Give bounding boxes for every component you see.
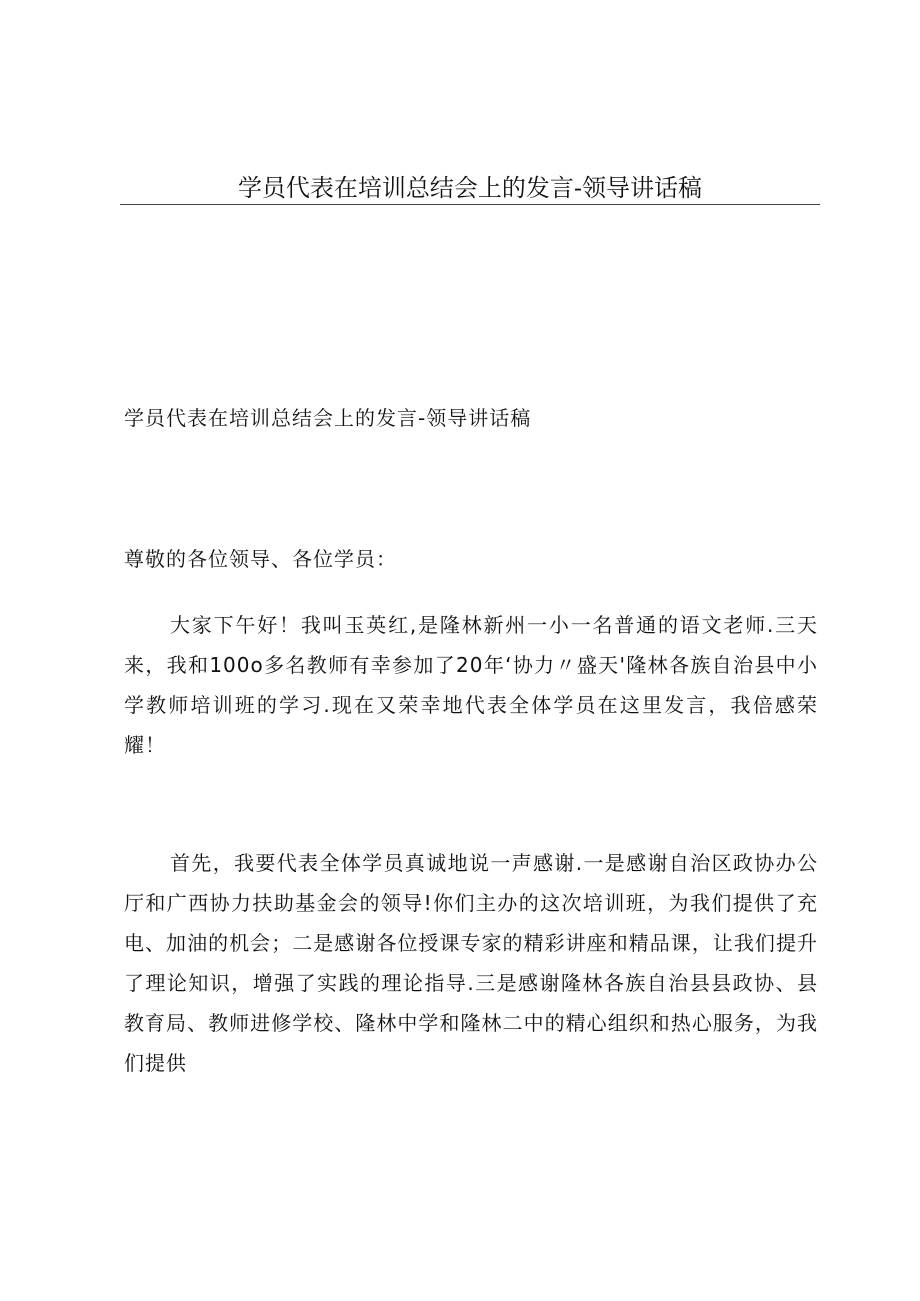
body-paragraph-2: 首先，我要代表全体学员真诚地说一声感谢.一是感谢自治区政协办公厅和广西协力扶助基金会的领导!你们主办的这次培训班，为我们提供了充电、加油的机会；二是感谢各位授课专家的精彩讲座和精品课，让我们提升了理论知识，增强了实践的理论指导.三是感谢隆林各族自治县县政协、县教育局、教师进修学校、隆林中学和隆林二中的精心组织和热心服务，为我们提供 — [124, 851, 818, 1075]
document-subtitle: 学员代表在培训总结会上的发言-领导讲话稿 — [124, 406, 532, 430]
salutation: 尊敬的各位领导、各位学员： — [124, 547, 397, 571]
body-paragraph-1: 大家下午好！我叫玉英红,是隆林新州一小一名普通的语文老师.三天来，我和100o多名教师有幸参加了20年‘协力〃盛天'隆林各族自治县中小学教师培训班的学习.现在又荣幸地代表全体学员在这里发言，我倍感荣耀！ — [124, 613, 818, 757]
header-divider — [120, 204, 820, 205]
header-title: 学员代表在培训总结会上的发言-领导讲话稿 — [237, 174, 703, 202]
